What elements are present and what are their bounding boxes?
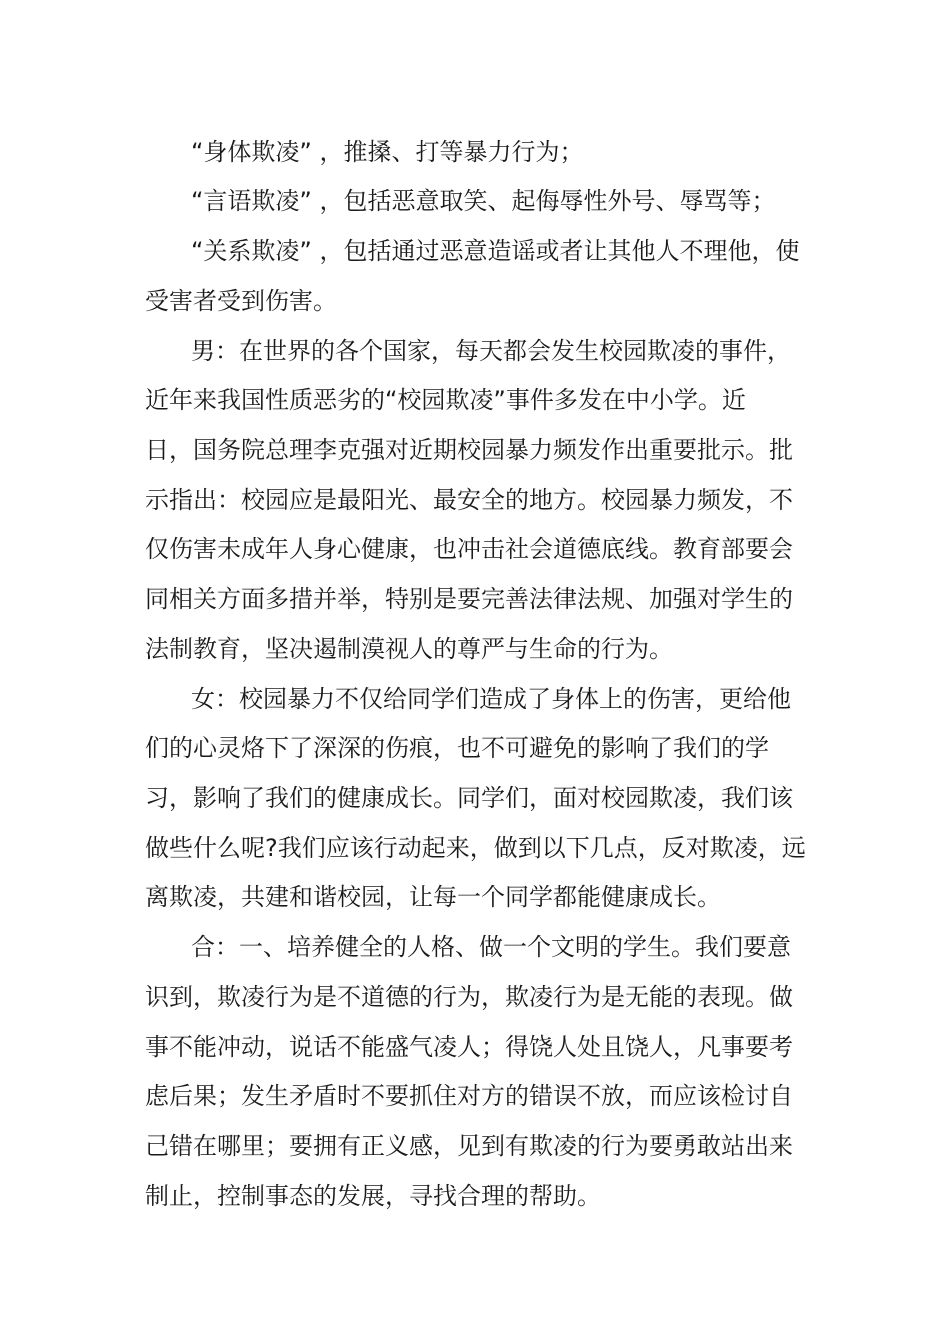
text-line: “关系欺凌” ，包括通过恶意造谣或者让其他人不理他，使 (191, 237, 800, 265)
text-line: 制止，控制事态的发展，寻找合理的帮助。 (145, 1182, 601, 1210)
text-line: 离欺凌，共建和谐校园，让每一个同学都能健康成长。 (145, 883, 721, 911)
text-line: 合：一、培养健全的人格、做一个文明的学生。我们要意 (191, 933, 791, 961)
text-line: 事不能冲动，说话不能盛气凌人；得饶人处且饶人，凡事要考 (145, 1033, 793, 1061)
text-line: 虑后果；发生矛盾时不要抓住对方的错误不放，而应该检讨自 (145, 1082, 793, 1110)
text-line: “言语欺凌” ，包括恶意取笑、起侮辱性外号、辱骂等； (191, 187, 776, 215)
text-line: 仅伤害未成年人身心健康，也冲击社会道德底线。教育部要会 (145, 535, 793, 563)
text-line: 女：校园暴力不仅给同学们造成了身体上的伤害，更给他 (191, 685, 791, 713)
text-line: 做些什么呢?我们应该行动起来，做到以下几点，反对欺凌，远 (145, 834, 806, 862)
text-line: 习，影响了我们的健康成长。同学们，面对校园欺凌，我们该 (145, 784, 793, 812)
text-line: 法制教育，坚决遏制漠视人的尊严与生命的行为。 (145, 635, 673, 663)
text-line: 日，国务院总理李克强对近期校园暴力频发作出重要批示。批 (145, 436, 793, 464)
text-line: 同相关方面多措并举，特别是要完善法律法规、加强对学生的 (145, 585, 793, 613)
text-line: 识到，欺凌行为是不道德的行为，欺凌行为是无能的表现。做 (145, 983, 793, 1011)
text-line: 近年来我国性质恶劣的“校园欺凌”事件多发在中小学。近 (145, 386, 746, 414)
text-line: “身体欺凌” ，推搡、打等暴力行为； (191, 138, 584, 166)
text-line: 们的心灵烙下了深深的伤痕，也不可避免的影响了我们的学 (145, 734, 769, 762)
text-line: 己错在哪里；要拥有正义感，见到有欺凌的行为要勇敢站出来 (145, 1132, 793, 1160)
text-line: 示指出：校园应是最阳光、最安全的地方。校园暴力频发，不 (145, 486, 793, 514)
text-line: 受害者受到伤害。 (145, 287, 337, 315)
text-line: 男：在世界的各个国家，每天都会发生校园欺凌的事件， (191, 337, 791, 365)
